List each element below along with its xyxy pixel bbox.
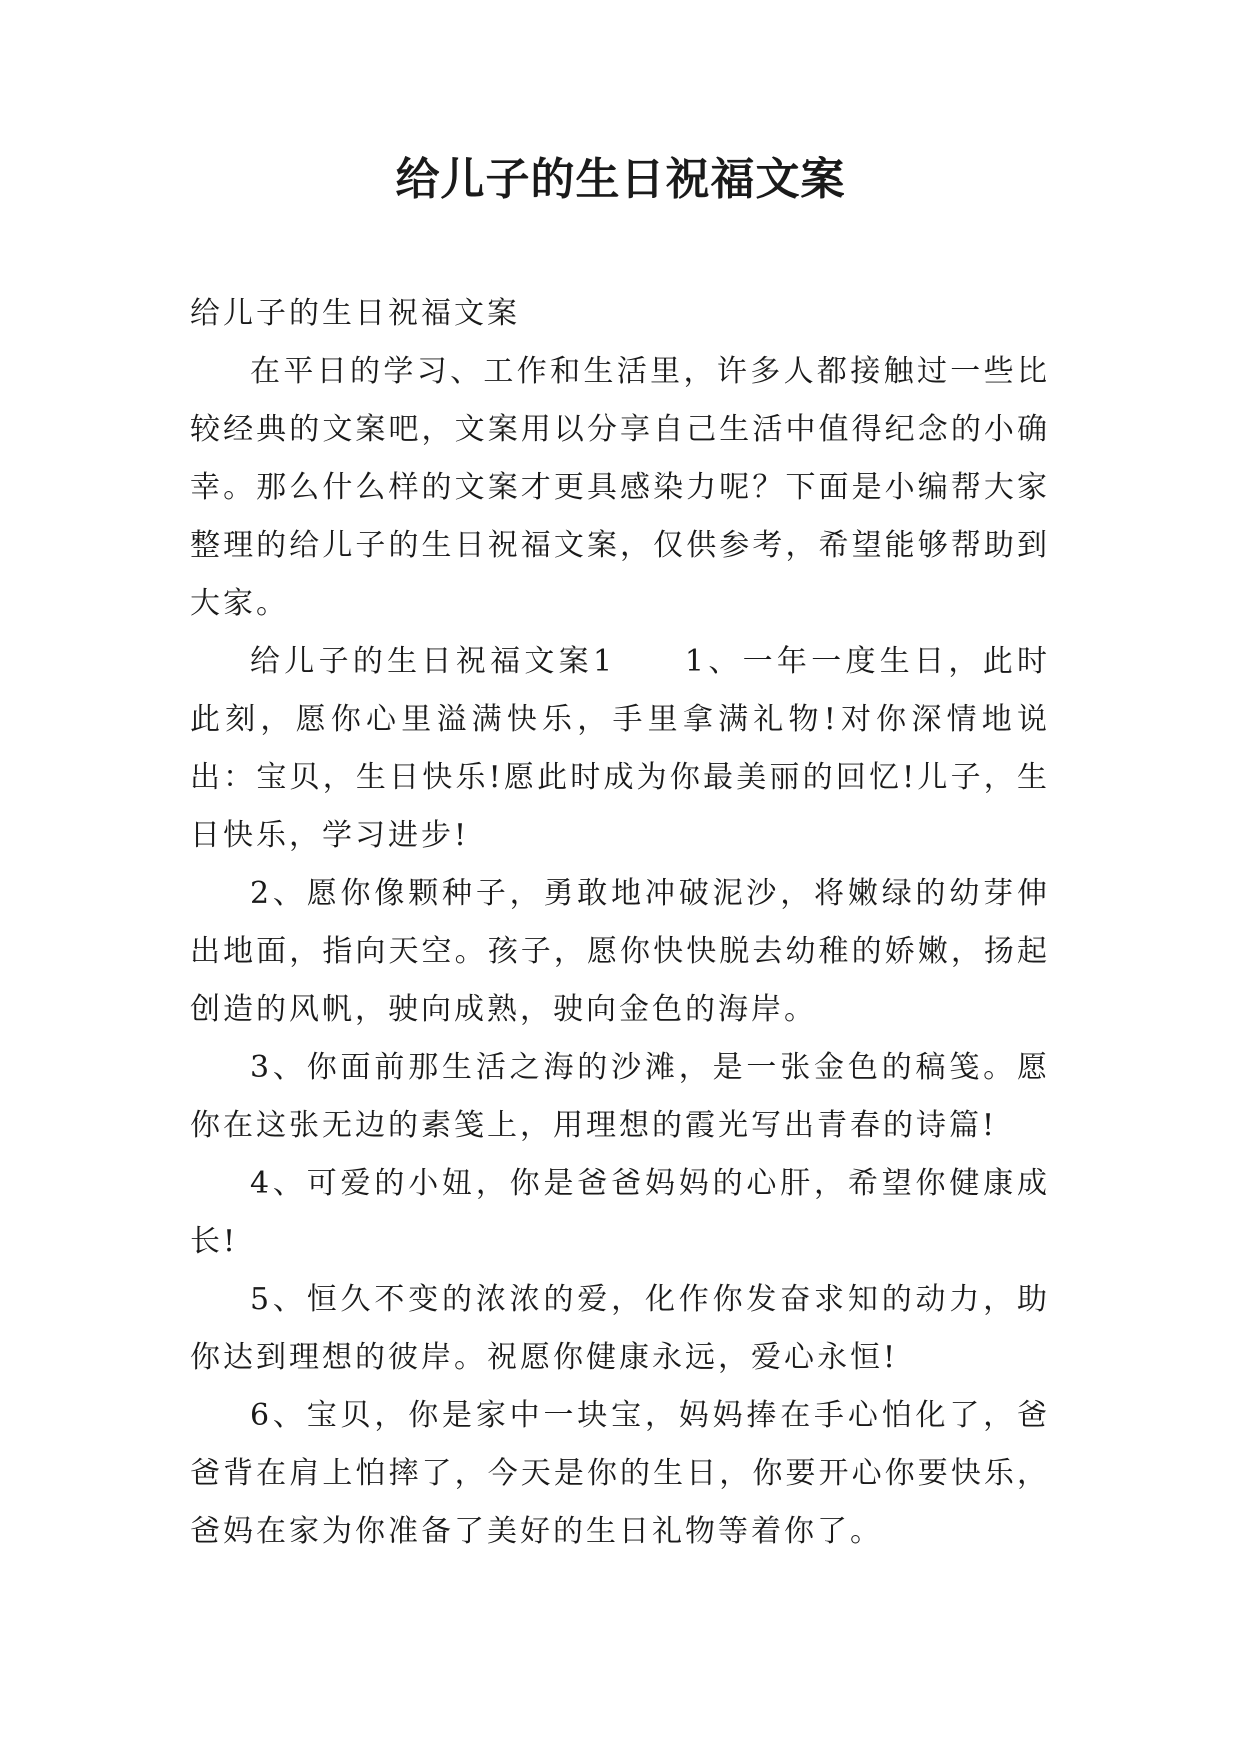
wish-paragraph-4: 4、可爱的小妞，你是爸爸妈妈的心肝，希望你健康成长! <box>190 1166 1050 1259</box>
document-title: 给儿子的生日祝福文案 <box>395 154 846 205</box>
document-subtitle: 给儿子的生日祝福文案 <box>190 296 520 331</box>
intro-paragraph: 在平日的学习、工作和生活里，许多人都接触过一些比较经典的文案吧，文案用以分享自己生活中值得纪念的小确幸。那么什么样的文案才更具感染力呢？下面是小编帮大家整理的给儿子的生日祝福文案，仅供参考，希望能够帮助到大家。 <box>190 354 1050 621</box>
wish-paragraph-5: 5、恒久不变的浓浓的爱，化作你发奋求知的动力，助你达到理想的彼岸。祝愿你健康永远，爱心永恒! <box>190 1282 1050 1375</box>
wish-paragraph-3: 3、你面前那生活之海的沙滩，是一张金色的稿笺。愿你在这张无边的素笺上，用理想的霞光写出青春的诗篇! <box>190 1050 1050 1143</box>
wish-paragraph-2: 2、愿你像颗种子，勇敢地冲破泥沙，将嫩绿的幼芽伸出地面，指向天空。孩子，愿你快快脱去幼稚的娇嫩，扬起创造的风帆，驶向成熟，驶向金色的海岸。 <box>190 876 1050 1027</box>
document-body <box>190 285 1050 1561</box>
wish-paragraph-6: 6、宝贝，你是家中一块宝，妈妈捧在手心怕化了，爸爸背在肩上怕摔了，今天是你的生日，你要开心你要快乐，爸妈在家为你准备了美好的生日礼物等着你了。 <box>190 1398 1050 1549</box>
wish-paragraph-1: 给儿子的生日祝福文案1 1、一年一度生日，此时此刻，愿你心里溢满快乐，手里拿满礼物!对你深情地说出：宝贝，生日快乐!愿此时成为你最美丽的回忆!儿子，生日快乐，学习进步! <box>190 644 1050 853</box>
